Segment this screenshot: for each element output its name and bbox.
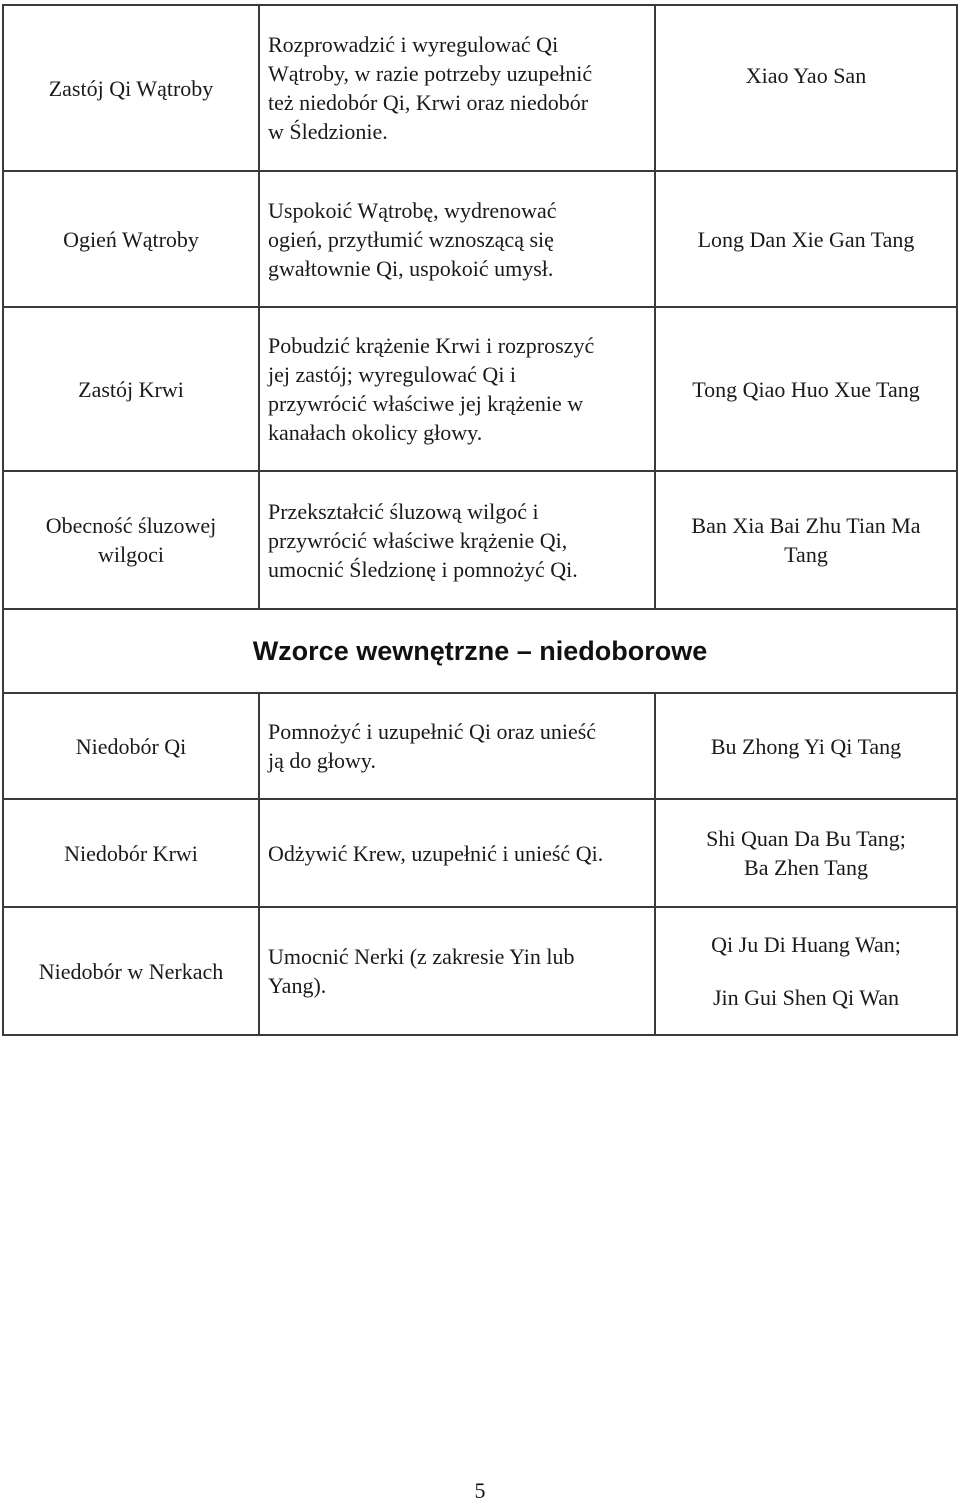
page-number: 5 bbox=[474, 1478, 486, 1503]
formula-cell: Shi Quan Da Bu Tang; Ba Zhen Tang bbox=[706, 826, 906, 880]
formula-cell: Tong Qiao Huo Xue Tang bbox=[692, 376, 920, 402]
pattern-cell: Niedobór Krwi bbox=[4, 800, 260, 906]
principle-cell: Uspokoić Wątrobę, wydrenować ogień, przytłumić wznoszącą się gwałtownie Qi, uspokoić umysł. bbox=[260, 172, 656, 306]
principle-cell: Pobudzić krążenie Krwi i rozproszyć jej zastój; wyregulować Qi i przywrócić właściwe jej krążenie w kanałach okolicy głowy. bbox=[260, 308, 656, 470]
principle-cell: Odżywić Krew, uzupełnić i unieść Qi. bbox=[260, 800, 656, 906]
treatment-table bbox=[2, 4, 958, 1036]
section-heading: Wzorce wewnętrzne – niedoborowe bbox=[4, 608, 956, 692]
principle-cell: Umocnić Nerki (z zakresie Yin lub Yang). bbox=[260, 908, 656, 1034]
formula-cell: Bu Zhong Yi Qi Tang bbox=[710, 733, 902, 759]
table-row bbox=[4, 906, 956, 1034]
pattern-cell: Zastój Qi Wątroby bbox=[4, 6, 260, 170]
table-row bbox=[4, 798, 956, 906]
formula-cell: Long Dan Xie Gan Tang bbox=[697, 226, 915, 252]
table-row bbox=[4, 6, 956, 170]
formula-cell: Qi Ju Di Huang Wan; Jin Gui Shen Qi Wan bbox=[711, 932, 901, 1010]
principle-cell: Pomnożyć i uzupełnić Qi oraz unieść ją do głowy. bbox=[260, 694, 656, 798]
pattern-cell: Niedobór w Nerkach bbox=[4, 908, 260, 1034]
principle-cell: Rozprowadzić i wyregulować Qi Wątroby, w razie potrzeby uzupełnić też niedobór Qi, Krwi oraz niedobór w Śledzionie. bbox=[260, 6, 656, 170]
formula-cell: Ban Xia Bai Zhu Tian Ma Tang bbox=[691, 513, 921, 567]
pattern-cell: Obecność śluzowej wilgoci bbox=[4, 472, 260, 608]
table-row bbox=[4, 306, 956, 470]
table-row bbox=[4, 692, 956, 798]
pattern-cell: Niedobór Qi bbox=[4, 694, 260, 798]
pattern-cell: Zastój Krwi bbox=[4, 308, 260, 470]
principle-cell: Przekształcić śluzową wilgoć i przywrócić właściwe krążenie Qi, umocnić Śledzionę i pomnożyć Qi. bbox=[260, 472, 656, 608]
pattern-cell: Ogień Wątroby bbox=[4, 172, 260, 306]
table-row bbox=[4, 170, 956, 306]
formula-cell: Xiao Yao San bbox=[745, 63, 867, 88]
table-row bbox=[4, 470, 956, 608]
